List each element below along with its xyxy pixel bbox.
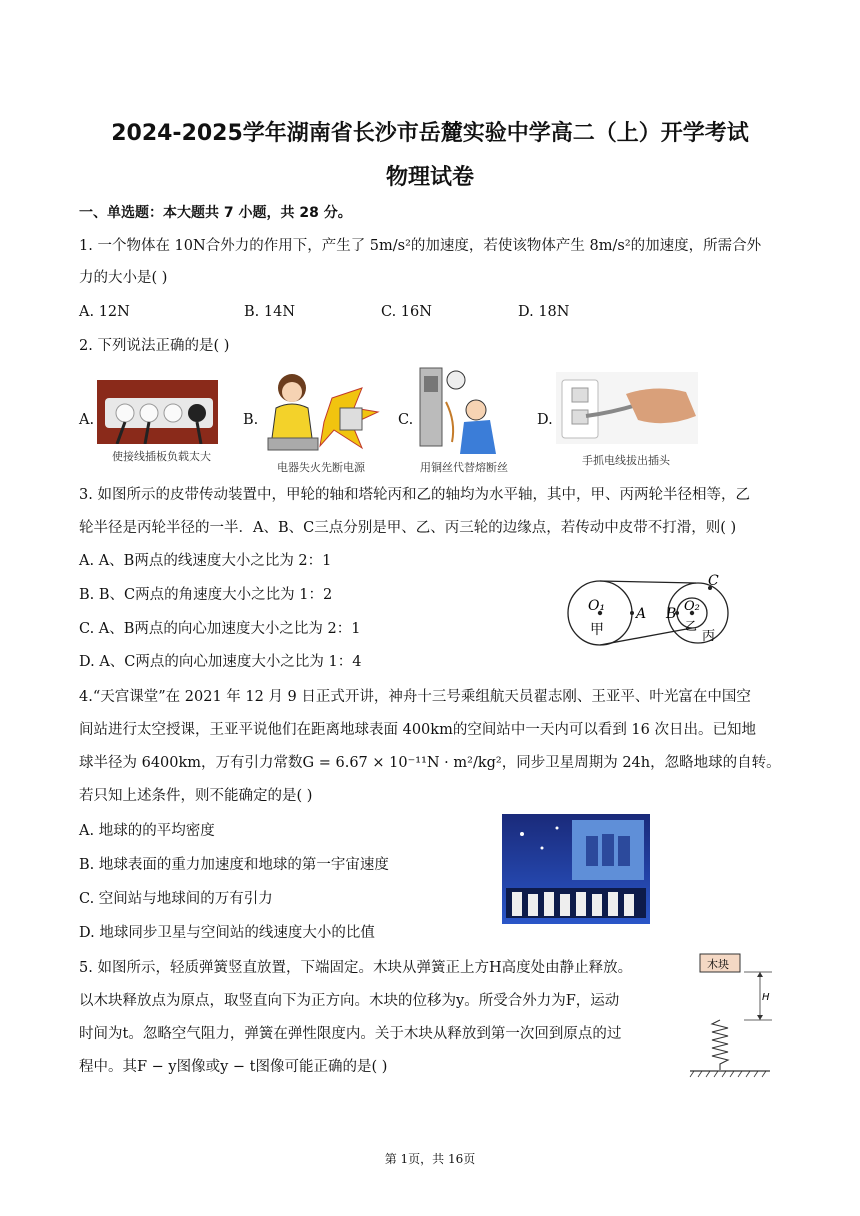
q1-line2: 力的大小是( ) — [79, 270, 168, 286]
fuse-wire-image — [416, 362, 512, 456]
q3-line1: 3. 如图所示的皮带传动装置中，甲轮的轴和塔轮丙和乙的轴均为水平轴，其中，甲、丙两轮半径相等，乙 — [79, 487, 750, 503]
q2-caption-a: 使接线插板负载太大 — [112, 450, 211, 463]
fig-label-o2: O₂ — [684, 599, 700, 614]
q2-option-b: B. — [243, 412, 259, 428]
fig-label-c: C — [708, 573, 719, 589]
q4-option-b: B. 地球表面的重力加速度和地球的第一宇宙速度 — [79, 857, 389, 873]
q5-line1: 5. 如图所示，轻质弹簧竖直放置，下端固定。木块从弹簧正上方H高度处由静止释放。 — [79, 960, 633, 976]
q1-option-a: A. 12N — [79, 304, 130, 320]
q2-option-a: A. — [79, 412, 95, 428]
exam-subtitle: 物理试卷 — [385, 165, 474, 190]
space-class-photo — [502, 814, 650, 924]
q2-option-d: D. — [537, 412, 553, 428]
page-footer: 第 1页，共 16页 — [384, 1152, 476, 1166]
q3-option-a: A. A、B两点的线速度大小之比为 2：1 — [79, 553, 332, 569]
q4-line3: 球半径为 6400km，万有引力常数G = 6.67 × 10⁻¹¹N · m²/kg²，同步卫星周期为 24h，忽略地球的自转。 — [79, 755, 781, 771]
q2-caption-d: 手抓电线拔出插头 — [582, 454, 670, 467]
q4-option-a: A. 地球的的平均密度 — [79, 823, 215, 839]
q1-option-c: C. 16N — [381, 304, 432, 320]
fig-label-b: B — [666, 606, 677, 622]
fire-electrical-image — [262, 368, 382, 456]
fig-label-o1: O₁ — [588, 598, 606, 614]
q5-line3: 时间为t。忽略空气阻力，弹簧在弹性限度内。关于木块从释放到第一次回到原点的过 — [79, 1026, 622, 1042]
q4-line4: 若只知上述条件，则不能确定的是( ) — [79, 788, 313, 804]
spring-block-figure — [686, 948, 776, 1078]
fig-label-a: A — [636, 606, 647, 622]
q1-option-d: D. 18N — [518, 304, 570, 320]
q4-line1: 4.“天宫课堂”在 2021 年 12 月 9 日正式开讲，神舟十三号乘组航天员翟志刚、王亚平、叶光富在中国空 — [79, 689, 751, 705]
q3-option-c: C. A、B两点的向心加速度大小之比为 2：1 — [79, 621, 361, 637]
q4-line2: 间站进行太空授课，王亚平说他们在距离地球表面 400km的空间站中一天内可以看到 16 次日出。已知地 — [79, 722, 756, 738]
fig-label-bing: 丙 — [702, 629, 716, 644]
belt-drive-figure — [560, 572, 730, 652]
height-label: H — [762, 992, 770, 1003]
q2-stem: 2. 下列说法正确的是( ) — [79, 338, 230, 354]
q3-line2: 轮半径是丙轮半径的一半．A、B、C三点分别是甲、乙、丙三轮的边缘点，若传动中皮带不打滑，则( ) — [79, 520, 737, 536]
q4-option-d: D. 地球同步卫星与空间站的线速度大小的比值 — [79, 925, 375, 941]
section-heading: 一、单选题：本大题共 7 小题，共 28 分。 — [79, 205, 352, 221]
block-label: 木块 — [707, 958, 729, 971]
q2-option-c: C. — [398, 412, 414, 428]
power-strip-image — [97, 380, 218, 444]
q5-line4: 程中。其F − y图像或y − t图像可能正确的是( ) — [79, 1059, 388, 1075]
q1-option-b: B. 14N — [244, 304, 296, 320]
q3-option-b: B. B、C两点的角速度大小之比为 1：2 — [79, 587, 333, 603]
fig-label-yi: 乙 — [685, 619, 698, 633]
q5-line2: 以木块释放点为原点，取竖直向下为正方向。木块的位移为y。所受合外力为F，运动 — [79, 993, 620, 1009]
q2-caption-c: 用铜丝代替熔断丝 — [420, 461, 508, 474]
q1-line1: 1. 一个物体在 10N合外力的作用下，产生了 5m/s²的加速度，若使该物体产生 8m/s²的加速度，所需合外 — [79, 238, 762, 254]
q4-option-c: C. 空间站与地球间的万有引力 — [79, 891, 273, 907]
q3-option-d: D. A、C两点的向心加速度大小之比为 1：4 — [79, 654, 362, 670]
q2-caption-b: 电器失火先断电源 — [277, 461, 365, 474]
unplug-image — [556, 372, 698, 444]
exam-title: 2024-2025学年湖南省长沙市岳麓实验中学高二（上）开学考试 — [111, 121, 749, 146]
fig-label-jia: 甲 — [590, 622, 604, 638]
